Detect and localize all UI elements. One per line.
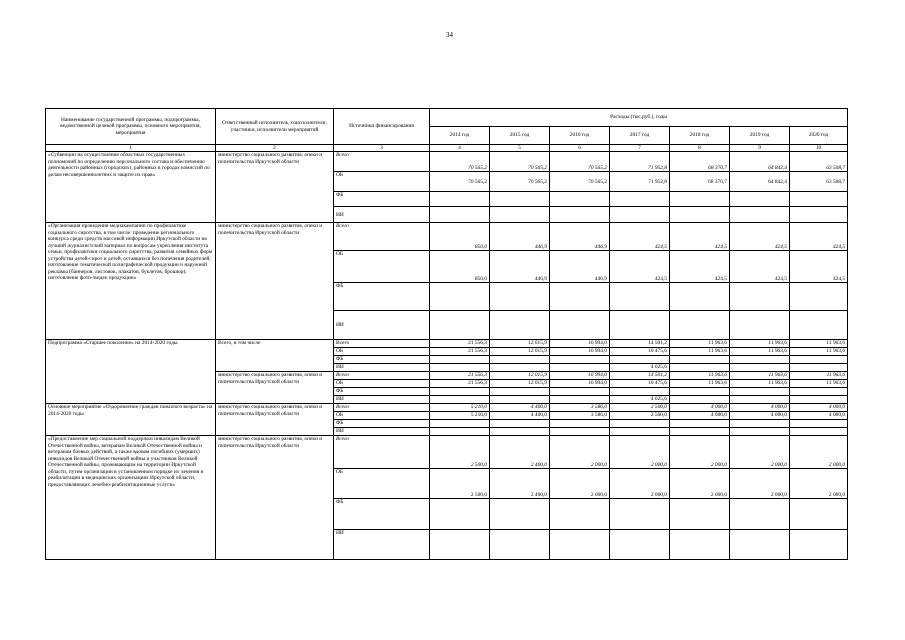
- value-cell: 446,9: [550, 251, 610, 283]
- header-expenses: Расходы (тыс.руб.), годы: [430, 109, 848, 127]
- value-cell: [550, 396, 610, 404]
- source-cell: ОБ: [334, 348, 430, 356]
- value-cell: 424,5: [790, 223, 848, 251]
- value-cell: 70 565,2: [430, 172, 490, 192]
- value-cell: 63 508,7: [790, 152, 848, 172]
- value-cell: 11 963,6: [790, 340, 848, 348]
- value-cell: 11 963,6: [670, 380, 730, 388]
- source-cell: ФБ: [334, 499, 430, 530]
- value-cell: 11 963,6: [730, 340, 790, 348]
- source-cell: Всего: [334, 223, 430, 251]
- value-cell: 424,5: [610, 251, 670, 283]
- source-cell: ИИ: [334, 364, 430, 372]
- value-cell: 446,9: [490, 223, 550, 251]
- source-cell: ИИ: [334, 428, 430, 436]
- executor-cell: министерство социального развития, опеки и попечительства Иркутской области: [216, 152, 334, 223]
- value-cell: 2 000,0: [670, 436, 730, 469]
- executor-cell: министерство социального развития, опеки и попечительства Иркутской области: [216, 223, 334, 340]
- value-cell: 11 963,6: [670, 348, 730, 356]
- header-year: 2014 год: [430, 127, 490, 145]
- value-cell: 10 475,6: [610, 380, 670, 388]
- value-cell: 424,5: [730, 223, 790, 251]
- value-cell: 63 508,7: [790, 172, 848, 192]
- value-cell: 12 015,9: [490, 340, 550, 348]
- value-cell: 5 210,0: [430, 412, 490, 420]
- value-cell: 11 963,6: [730, 348, 790, 356]
- source-cell: ИИ: [334, 530, 430, 560]
- value-cell: 4 000,0: [730, 412, 790, 420]
- source-cell: ФБ: [334, 420, 430, 428]
- program-name-cell: «Организация проведения медиакампании по профилактике социального сиротства, в том числе: проведение регионального конкурса среди средств массовой информации Иркутской области на лучший журналистский материал по вопросам укрепления института семьи, профилактики социального сиротства, развития семейных форм устройства детей-сирот и детей, оставшихся без попечения родителей; изготовление тематической полиграфической продукции и наружной рекламы (баннеров, листовок, плакатов, буклетов, брошюр); изготовление фото-/видео продукции»: [46, 223, 216, 340]
- value-cell: 424,5: [790, 251, 848, 283]
- source-cell: ИИ: [334, 207, 430, 223]
- value-cell: 2 000,0: [550, 436, 610, 469]
- value-cell: 2 500,0: [430, 436, 490, 469]
- value-cell: 68 370,7: [670, 152, 730, 172]
- source-cell: Всего: [334, 404, 430, 412]
- value-cell: 2 000,0: [610, 436, 670, 469]
- value-cell: 16 994,0: [550, 372, 610, 380]
- column-number: 4: [430, 145, 490, 152]
- source-cell: ОБ: [334, 469, 430, 499]
- header-year: 2020 год: [790, 127, 848, 145]
- value-cell: 850,0: [430, 251, 490, 283]
- source-cell: Всего: [334, 340, 430, 348]
- value-cell: 2 500,0: [610, 404, 670, 412]
- value-cell: 14 501,2: [610, 340, 670, 348]
- value-cell: 446,9: [490, 251, 550, 283]
- value-cell: 21 556,3: [430, 348, 490, 356]
- source-cell: ИИ: [334, 311, 430, 340]
- value-cell: 4 000,0: [790, 404, 848, 412]
- value-cell: 64 842,4: [730, 152, 790, 172]
- value-cell: 4 400,0: [490, 404, 550, 412]
- value-cell: 5 210,0: [430, 404, 490, 412]
- source-cell: ОБ: [334, 412, 430, 420]
- table-row: [46, 152, 848, 172]
- header-program-name: Наименование государственной программы, подпрограммы, ведомственной целевой программы, основного мероприятия, мероприятия: [46, 109, 216, 145]
- executor-cell: министерство социального развития, опеки и попечительства Иркутской области: [216, 436, 334, 560]
- table-row: [46, 436, 848, 469]
- value-cell: 4 400,0: [490, 412, 550, 420]
- value-cell: 12 015,9: [490, 380, 550, 388]
- column-number: 6: [550, 145, 610, 152]
- value-cell: [490, 396, 550, 404]
- column-number: 5: [490, 145, 550, 152]
- executor-cell: министерство социального развития, опеки и попечительства Иркутской области: [216, 372, 334, 404]
- value-cell: 70 565,2: [550, 152, 610, 172]
- budget-table: [45, 108, 848, 560]
- table-row: [46, 223, 848, 251]
- value-cell: 11 963,6: [730, 380, 790, 388]
- value-cell: [550, 364, 610, 372]
- value-cell: 424,5: [730, 251, 790, 283]
- program-name-cell: Основное мероприятие «Оздоровление граждан пожилого возраста» на 2014-2020 годы: [46, 404, 216, 436]
- value-cell: 16 994,0: [550, 348, 610, 356]
- value-cell: 68 370,7: [670, 172, 730, 192]
- value-cell: 70 565,2: [490, 152, 550, 172]
- program-name-cell: «Предоставление мер социальной поддержки инвалидам Великой Отечественной войны, ветеранам Великой Отечественной войны и ветеранам боевых действий, а также вдовам погибших (умерших) инвалидов Великой Отечественной войны и участников Великой Отечественной войны, проживающим на территории Иркутской области, путем организации в установленном порядке их лечения и реабилитации в медицинских организациях Иркутской области, предоставляющих лечебно-реабилитационные услуги»: [46, 436, 216, 560]
- value-cell: 70 565,2: [490, 172, 550, 192]
- source-cell: ФБ: [334, 283, 430, 311]
- column-number: 10: [790, 145, 848, 152]
- value-cell: 11 963,6: [670, 340, 730, 348]
- source-cell: Всего: [334, 372, 430, 380]
- column-number: 7: [610, 145, 670, 152]
- value-cell: 2 400,0: [490, 469, 550, 499]
- column-number: 8: [670, 145, 730, 152]
- header-year: 2018 год: [670, 127, 730, 145]
- header-year: 2015 год: [490, 127, 550, 145]
- value-cell: 21 556,3: [430, 380, 490, 388]
- header-year: 2016 год: [550, 127, 610, 145]
- column-number: 3: [334, 145, 430, 152]
- column-number: 1: [46, 145, 216, 152]
- value-cell: 64 842,4: [730, 172, 790, 192]
- page-number: 34: [446, 31, 453, 39]
- value-cell: 16 994,0: [550, 380, 610, 388]
- source-cell: ИИ: [334, 396, 430, 404]
- table-row: [46, 404, 848, 412]
- value-cell: [490, 364, 550, 372]
- value-cell: 21 556,3: [430, 340, 490, 348]
- column-number: 9: [730, 145, 790, 152]
- value-cell: 3 586,0: [550, 404, 610, 412]
- value-cell: 11 963,6: [670, 372, 730, 380]
- header-year: 2017 год: [610, 127, 670, 145]
- value-cell: 424,5: [610, 223, 670, 251]
- value-cell: 11 963,6: [790, 380, 848, 388]
- value-cell: [790, 396, 848, 404]
- value-cell: [670, 396, 730, 404]
- value-cell: 2 000,0: [550, 469, 610, 499]
- source-cell: Всего: [334, 436, 430, 469]
- executor-cell: министерство социального развития, опеки и попечительства Иркутской области: [216, 404, 334, 436]
- executor-cell: Всего, в том числе: [216, 340, 334, 372]
- value-cell: [430, 364, 490, 372]
- value-cell: [670, 364, 730, 372]
- source-cell: ФБ: [334, 388, 430, 396]
- column-number: 2: [216, 145, 334, 152]
- value-cell: 11 963,6: [790, 372, 848, 380]
- value-cell: 4 000,0: [670, 412, 730, 420]
- value-cell: 424,5: [670, 223, 730, 251]
- value-cell: 4 025,6: [610, 396, 670, 404]
- value-cell: 70 565,2: [430, 152, 490, 172]
- value-cell: 2 000,0: [730, 436, 790, 469]
- value-cell: 10 475,6: [610, 348, 670, 356]
- value-cell: 11 963,6: [790, 348, 848, 356]
- value-cell: 424,5: [670, 251, 730, 283]
- source-cell: ОБ: [334, 172, 430, 192]
- header-funding-source: Источники финансирования: [334, 109, 430, 145]
- value-cell: 2 000,0: [670, 469, 730, 499]
- value-cell: 12 015,9: [490, 372, 550, 380]
- value-cell: 2 400,0: [490, 436, 550, 469]
- value-cell: 2 000,0: [790, 469, 848, 499]
- value-cell: 4 000,0: [730, 404, 790, 412]
- value-cell: 4 000,0: [670, 404, 730, 412]
- value-cell: [730, 396, 790, 404]
- value-cell: 71 952,8: [610, 152, 670, 172]
- value-cell: 2 500,0: [430, 469, 490, 499]
- program-name-cell: «Субвенции на осуществление областных государственных полномочий по определению персонального состава и обеспечению деятельности районных (городских), районных в городах комиссий по делам несовершеннолетних и защите их прав»: [46, 152, 216, 223]
- value-cell: 71 952,8: [610, 172, 670, 192]
- value-cell: 21 556,3: [430, 372, 490, 380]
- value-cell: 70 565,2: [550, 172, 610, 192]
- value-cell: [790, 364, 848, 372]
- source-cell: Всего: [334, 152, 430, 172]
- value-cell: 2 500,0: [610, 412, 670, 420]
- table-row: [46, 340, 848, 348]
- value-cell: 850,0: [430, 223, 490, 251]
- source-cell: ОБ: [334, 251, 430, 283]
- value-cell: 4 025,6: [610, 364, 670, 372]
- value-cell: 446,9: [550, 223, 610, 251]
- value-cell: 11 963,6: [730, 372, 790, 380]
- value-cell: 2 000,0: [610, 469, 670, 499]
- value-cell: 12 015,9: [490, 348, 550, 356]
- source-cell: ФБ: [334, 192, 430, 207]
- header-executor: Ответственный исполнитель, соисполнители, участники, исполнители мероприятий: [216, 109, 334, 145]
- value-cell: 16 994,0: [550, 340, 610, 348]
- header-year: 2019 год: [730, 127, 790, 145]
- value-cell: [430, 396, 490, 404]
- value-cell: 3 586,0: [550, 412, 610, 420]
- value-cell: 2 000,0: [730, 469, 790, 499]
- source-cell: ФБ: [334, 356, 430, 364]
- value-cell: [730, 364, 790, 372]
- value-cell: 14 501,2: [610, 372, 670, 380]
- program-name-cell: Подпрограмма «Старшее поколение» на 2014-2020 годы: [46, 340, 216, 404]
- value-cell: 2 000,0: [790, 436, 848, 469]
- value-cell: 4 000,0: [790, 412, 848, 420]
- source-cell: ОБ: [334, 380, 430, 388]
